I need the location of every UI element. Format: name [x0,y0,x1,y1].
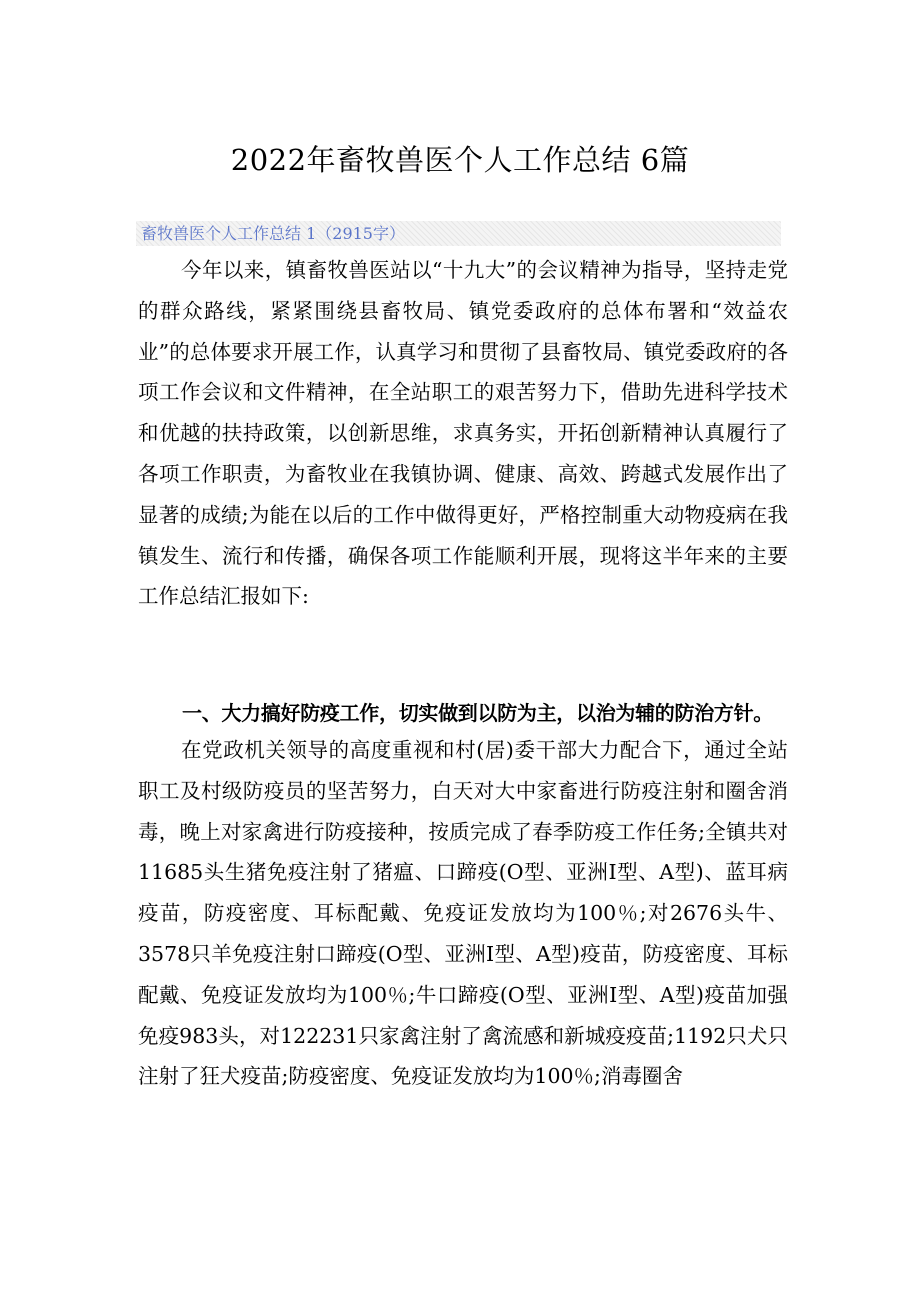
document-title: 2022年畜牧兽医个人工作总结 6篇 [230,143,690,177]
section-heading-link[interactable]: 畜牧兽医个人工作总结 1（2915字） [136,221,781,246]
body-paragraph: 在党政机关领导的高度重视和村(居)委干部大力配合下，通过全站职工及村级防疫员的坚苦努力，白天对大中家畜进行防疫注射和圈舍消毒，晚上对家禽进行防疫接种，按质完成了春季防疫工作任务;全镇共对11685头生猪免疫注射了猪瘟、口蹄疫(O型、亚洲Ⅰ型、A型)、蓝耳病疫苗，防疫密度、耳标配戴、免疫证发放均为100％;对2676头牛、3578只羊免疫注射口蹄疫(O型、亚洲Ⅰ型、A型)疫苗，防疫密度、耳标配戴、免疫证发放均为100％;牛口蹄疫(O型、亚洲Ⅰ型、A型)疫苗加强免疫983头，对122231只家禽注射了禽流感和新城疫疫苗;1192只犬只注射了狂犬疫苗;防疫密度、免疫证发放均为100％;消毒圈舍 [138,738,788,1089]
body-paragraph: 今年以来，镇畜牧兽医站以“十九大”的会议精神为指导，坚持走党的群众路线，紧紧围绕县畜牧局、镇党委政府的总体布署和“效益农业”的总体要求开展工作，认真学习和贯彻了县畜牧局、镇党委政府的各项工作会议和文件精神，在全站职工的艰苦努力下，借助先进科学技术和优越的扶持政策，以创新思维，求真务实，开拓创新精神认真履行了各项工作职责，为畜牧业在我镇协调、健康、高效、跨越式发展作出了显著的成绩;为能在以后的工作中做得更好，严格控制重大动物疫病在我镇发生、流行和传播，确保各项工作能顺利开展，现将这半年来的主要工作总结汇报如下: [138,258,788,609]
subheading: 一、大力搞好防疫工作，切实做到以防为主，以治为辅的防治方针。 [182,701,773,725]
